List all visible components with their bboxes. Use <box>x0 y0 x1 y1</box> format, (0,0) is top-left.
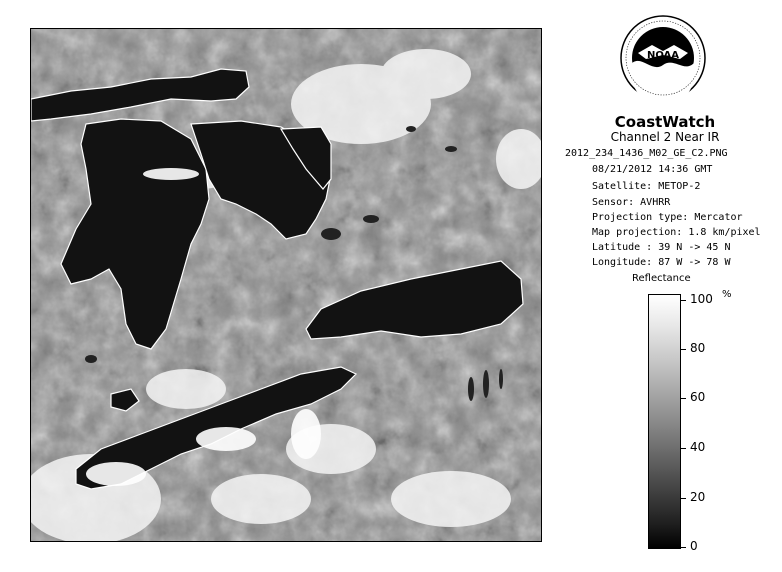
satellite-label: Satellite: METOP-2 <box>592 181 701 192</box>
tick-label-20: 20 <box>690 490 706 504</box>
reflectance-colorbar <box>648 294 681 549</box>
satellite-image <box>30 28 542 542</box>
great-lakes-map <box>31 29 542 542</box>
noaa-logo <box>620 15 706 101</box>
colorbar-tick <box>681 300 686 301</box>
channel-label: Channel 2 Near IR <box>610 130 720 144</box>
longitude-label: Longitude: 87 W -> 78 W <box>592 257 731 268</box>
latitude-label: Latitude : 39 N -> 45 N <box>592 242 731 253</box>
product-title: CoastWatch <box>614 113 716 131</box>
legend-title: Reflectance <box>632 273 691 284</box>
sensor-label: Sensor: AVHRR <box>592 197 671 208</box>
tick-label-100: 100 <box>690 292 713 306</box>
colorbar-tick <box>681 498 686 499</box>
tick-label-0: 0 <box>690 539 698 553</box>
tick-label-80: 80 <box>690 341 706 355</box>
colorbar-tick <box>681 398 686 399</box>
date-time-label: 08/21/2012 14:36 GMT <box>592 164 713 175</box>
tick-label-60: 60 <box>690 390 706 404</box>
logo-text: NOAA <box>646 50 680 61</box>
legend-unit: % <box>722 289 732 300</box>
colorbar-tick <box>681 547 686 548</box>
projection-type-label: Projection type: Mercator <box>592 212 743 223</box>
map-projection-label: Map projection: 1.8 km/pixel <box>592 227 761 238</box>
filename-label: 2012_234_1436_M02_GE_C2.PNG <box>565 148 728 159</box>
colorbar-tick <box>681 349 686 350</box>
tick-label-40: 40 <box>690 440 706 454</box>
colorbar-tick <box>681 448 686 449</box>
noaa-seal-icon <box>620 15 706 101</box>
